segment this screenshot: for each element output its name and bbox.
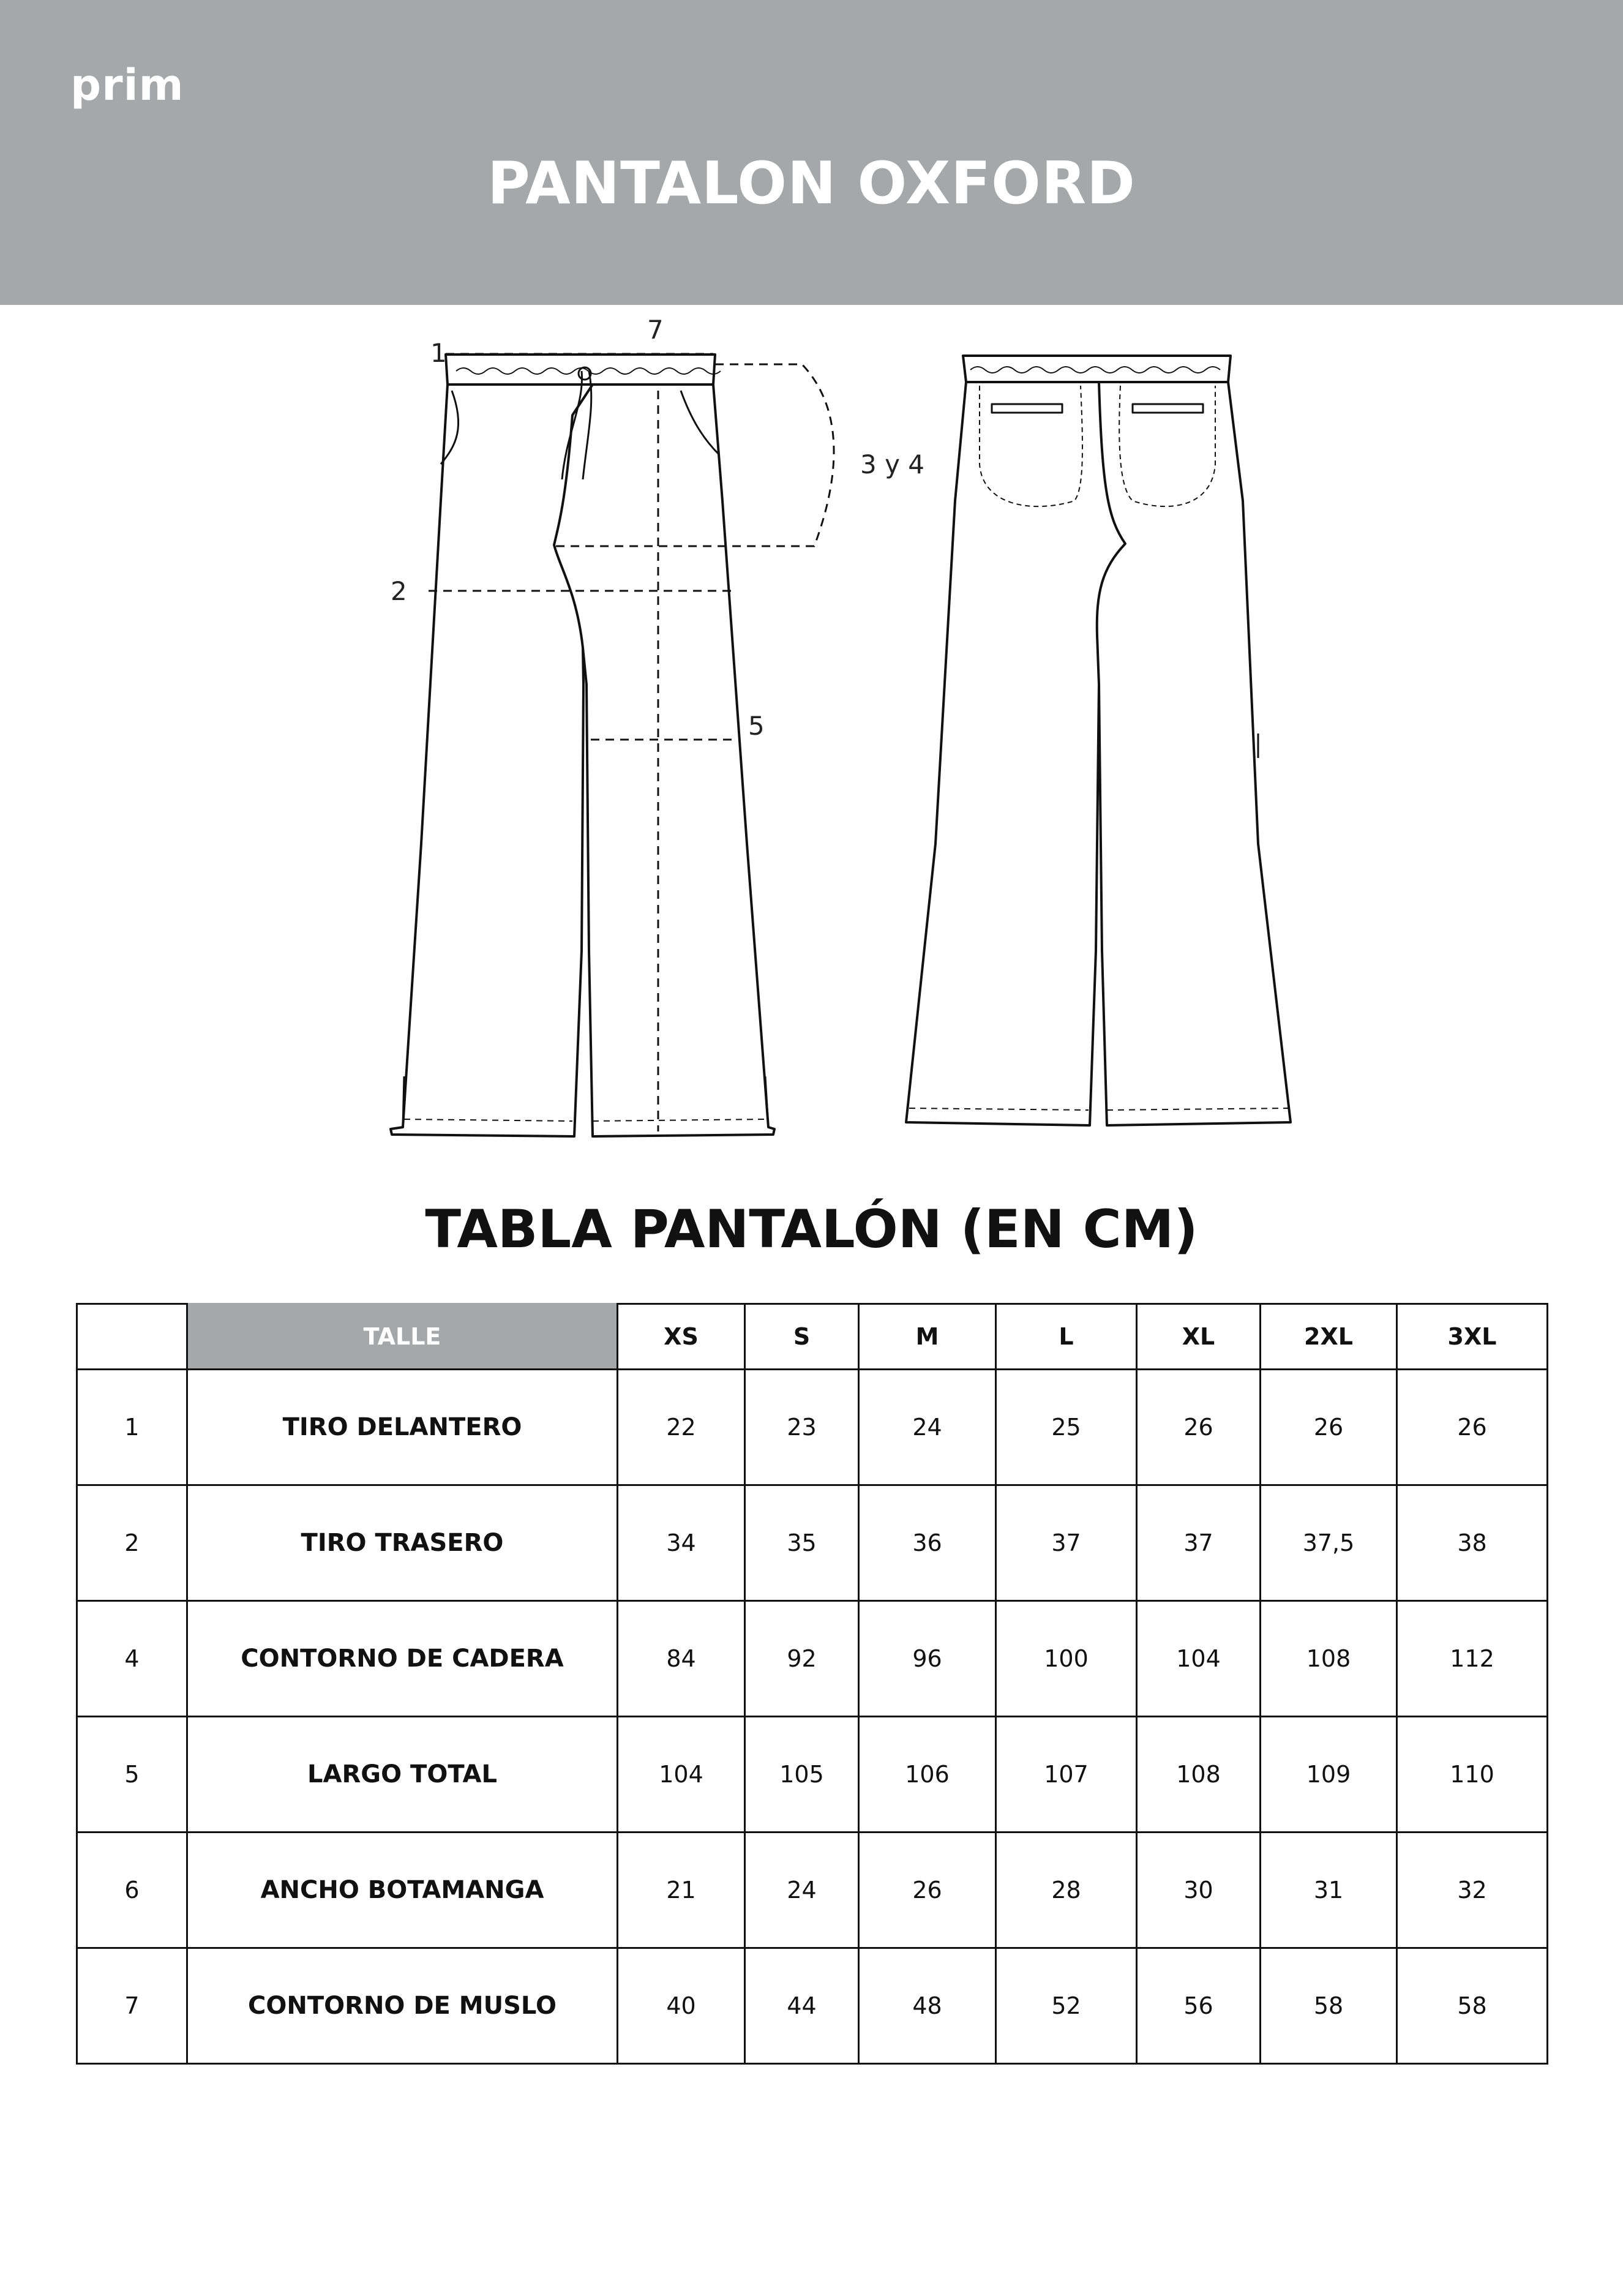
measure-value: 35 — [745, 1485, 859, 1601]
table-title: TABLA PANTALÓN (EN CM) — [425, 1199, 1198, 1260]
measure-value: 110 — [1397, 1717, 1548, 1833]
measure-value: 23 — [745, 1370, 859, 1485]
table-row — [77, 1948, 1548, 2064]
measure-value: 37,5 — [1261, 1485, 1397, 1601]
table-row — [77, 1370, 1548, 1485]
measure-value: 108 — [1137, 1717, 1261, 1833]
measure-value: 31 — [1261, 1833, 1397, 1948]
header-size: S — [745, 1304, 859, 1370]
measure-value: 96 — [859, 1601, 996, 1717]
measure-value: 106 — [859, 1717, 996, 1833]
size-table — [76, 1303, 1548, 2065]
measure-name: LARGO TOTAL — [187, 1717, 618, 1833]
header-size: XS — [618, 1304, 745, 1370]
measure-value: 24 — [859, 1370, 996, 1485]
measure-value: 105 — [745, 1717, 859, 1833]
measure-value: 38 — [1397, 1485, 1548, 1601]
measure-value: 34 — [618, 1485, 745, 1601]
measure-value: 32 — [1397, 1833, 1548, 1948]
measure-value: 52 — [996, 1948, 1137, 2064]
measure-value: 58 — [1261, 1948, 1397, 2064]
brand-logo: prim — [70, 60, 184, 110]
measure-value: 26 — [1137, 1370, 1261, 1485]
header-size: 2XL — [1261, 1304, 1397, 1370]
row-number: 1 — [77, 1370, 187, 1485]
measure-value: 48 — [859, 1948, 996, 2064]
row-number: 5 — [77, 1717, 187, 1833]
page-title: PANTALON OXFORD — [487, 150, 1136, 217]
measure-value: 26 — [1397, 1370, 1548, 1485]
label-1: 1 — [430, 338, 447, 368]
table-header-row — [77, 1304, 1548, 1370]
measure-value: 37 — [996, 1485, 1137, 1601]
header-size: 3XL — [1397, 1304, 1548, 1370]
table-row — [77, 1601, 1548, 1717]
measure-value: 56 — [1137, 1948, 1261, 2064]
back-view — [906, 356, 1291, 1125]
measure-value: 22 — [618, 1370, 745, 1485]
header-empty-cell — [77, 1304, 187, 1370]
measure-name: CONTORNO DE MUSLO — [187, 1948, 618, 2064]
measure-value: 84 — [618, 1601, 745, 1717]
row-number: 7 — [77, 1948, 187, 2064]
header-banner — [0, 0, 1623, 305]
measure-value: 108 — [1261, 1601, 1397, 1717]
measure-value: 44 — [745, 1948, 859, 2064]
measure-value: 100 — [996, 1601, 1137, 1717]
front-view — [391, 355, 774, 1136]
header-size: L — [996, 1304, 1137, 1370]
row-number: 2 — [77, 1485, 187, 1601]
measure-value: 104 — [618, 1717, 745, 1833]
measure-value: 26 — [1261, 1370, 1397, 1485]
measure-value: 30 — [1137, 1833, 1261, 1948]
garment-diagram — [0, 305, 1623, 1174]
header-talle: TALLE — [187, 1304, 618, 1370]
measure-value: 104 — [1137, 1601, 1261, 1717]
measure-value: 109 — [1261, 1717, 1397, 1833]
measure-value: 37 — [1137, 1485, 1261, 1601]
label-7: 7 — [647, 315, 664, 345]
measure-name: CONTORNO DE CADERA — [187, 1601, 618, 1717]
label-3y4: 3 y 4 — [860, 449, 924, 479]
measure-value: 107 — [996, 1717, 1137, 1833]
label-2: 2 — [391, 576, 407, 606]
header-size: XL — [1137, 1304, 1261, 1370]
table-row — [77, 1485, 1548, 1601]
measure-value: 36 — [859, 1485, 996, 1601]
measure-value: 112 — [1397, 1601, 1548, 1717]
measure-value: 92 — [745, 1601, 859, 1717]
measure-value: 21 — [618, 1833, 745, 1948]
measure-value: 40 — [618, 1948, 745, 2064]
table-row — [77, 1717, 1548, 1833]
measure-value: 24 — [745, 1833, 859, 1948]
table-row — [77, 1833, 1548, 1948]
measure-name: TIRO DELANTERO — [187, 1370, 618, 1485]
row-number: 4 — [77, 1601, 187, 1717]
header-size: M — [859, 1304, 996, 1370]
measurement-lines — [429, 354, 834, 1131]
measure-name: TIRO TRASERO — [187, 1485, 618, 1601]
measure-value: 58 — [1397, 1948, 1548, 2064]
measure-value: 26 — [859, 1833, 996, 1948]
label-5: 5 — [748, 711, 765, 741]
measure-value: 25 — [996, 1370, 1137, 1485]
measure-name: ANCHO BOTAMANGA — [187, 1833, 618, 1948]
row-number: 6 — [77, 1833, 187, 1948]
measure-value: 28 — [996, 1833, 1137, 1948]
